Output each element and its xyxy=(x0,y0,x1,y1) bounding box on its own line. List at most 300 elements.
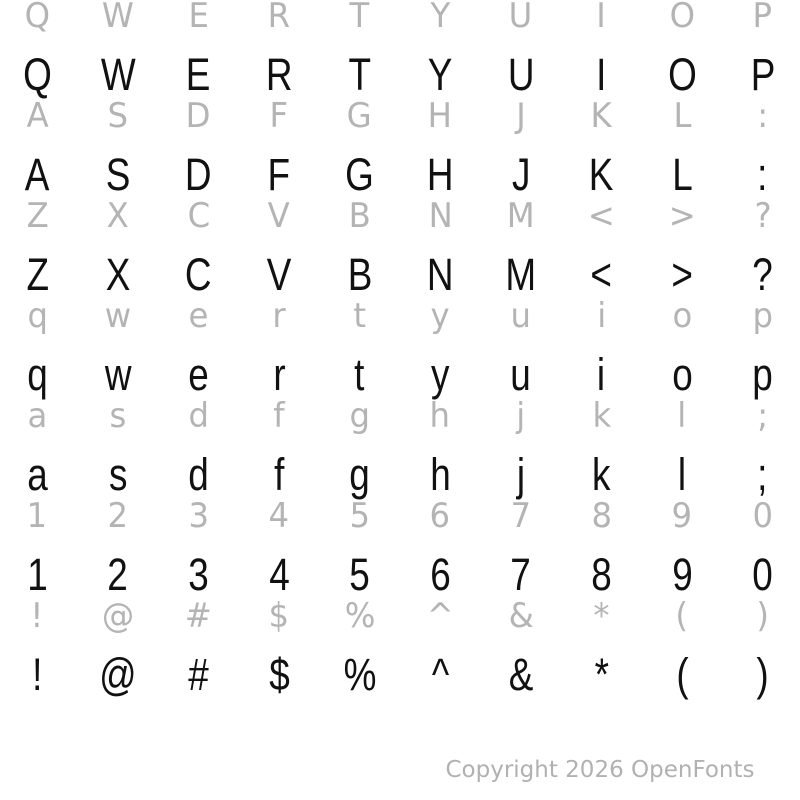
glyph-gray: ! xyxy=(30,596,44,636)
glyph-cell xyxy=(186,351,211,399)
glyph-gray: N xyxy=(428,196,453,236)
glyph-cell xyxy=(591,497,613,535)
glyph-cell xyxy=(429,497,451,535)
glyph-cell xyxy=(24,251,52,299)
glyph-cell xyxy=(348,197,371,235)
glyph-black: F xyxy=(267,149,291,200)
glyph-gray: D xyxy=(186,96,211,136)
glyph-black: L xyxy=(671,149,693,200)
glyph-cell xyxy=(186,551,211,599)
glyph-gray: J xyxy=(516,96,526,136)
glyph-black: # xyxy=(188,649,209,700)
glyph-black: D xyxy=(185,149,212,200)
glyph-black: w xyxy=(104,349,132,400)
glyph-cell xyxy=(30,597,44,635)
glyph-gray: l xyxy=(677,396,687,436)
glyph-gray: g xyxy=(349,396,370,436)
glyph-gray: ? xyxy=(754,196,772,236)
glyph-gray: ) xyxy=(756,596,769,636)
glyph-gray: j xyxy=(516,396,526,436)
glyph-cell xyxy=(424,251,457,299)
glyph-cell xyxy=(430,0,451,35)
glyph-cell xyxy=(349,0,370,35)
glyph-gray: F xyxy=(269,96,289,136)
glyph-cell xyxy=(430,651,451,699)
glyph-band-uppercase-top xyxy=(0,0,800,100)
glyph-gray: t xyxy=(353,296,367,336)
glyph-cell xyxy=(428,551,453,599)
glyph-cell xyxy=(596,351,606,399)
glyph-cell xyxy=(587,197,616,235)
glyph-row-digits-black xyxy=(0,551,800,599)
glyph-cell xyxy=(267,197,290,235)
glyph-cell xyxy=(101,597,135,635)
glyph-cell xyxy=(26,97,49,135)
glyph-black: : xyxy=(757,149,768,200)
glyph-cell xyxy=(187,197,211,235)
glyph-cell xyxy=(267,551,292,599)
glyph-cell xyxy=(516,451,526,499)
glyph-band-uppercase-bottom xyxy=(0,196,800,300)
glyph-row-lowercase-top-black xyxy=(0,351,800,399)
glyph-cell xyxy=(20,51,55,99)
glyph-cell xyxy=(186,451,211,499)
glyph-gray: ; xyxy=(757,396,769,436)
glyph-cell xyxy=(669,0,696,35)
glyph-gray: M xyxy=(506,196,535,236)
glyph-cell xyxy=(97,51,139,99)
glyph-cell xyxy=(669,251,695,299)
glyph-black: h xyxy=(430,449,451,500)
glyph-gray: V xyxy=(268,196,291,236)
glyph-cell xyxy=(671,497,693,535)
glyph-gray: ( xyxy=(675,596,689,636)
glyph-cell xyxy=(590,97,612,135)
glyph-cell xyxy=(268,597,290,635)
glyph-cell xyxy=(668,197,697,235)
glyph-gray: C xyxy=(187,196,210,236)
glyph-gray: W xyxy=(101,0,134,36)
glyph-gray: u xyxy=(510,296,532,336)
glyph-cell xyxy=(346,51,374,99)
glyph-cell xyxy=(590,451,613,499)
glyph-gray: Z xyxy=(26,196,49,236)
glyph-cell xyxy=(340,651,380,699)
glyph-gray: e xyxy=(188,296,209,336)
glyph-gray: f xyxy=(273,396,285,436)
glyph-black: X xyxy=(105,249,131,300)
glyph-cell xyxy=(670,351,695,399)
glyph-gray: d xyxy=(188,396,209,436)
glyph-cell xyxy=(752,497,774,535)
glyph-black: $ xyxy=(268,649,290,700)
glyph-cell xyxy=(508,0,533,35)
glyph-cell xyxy=(593,597,610,635)
glyph-black: ! xyxy=(32,649,43,700)
glyph-black: d xyxy=(188,449,209,500)
glyph-cell xyxy=(752,0,773,35)
glyph-black: ) xyxy=(756,649,769,700)
glyph-cell xyxy=(264,251,294,299)
glyph-cell xyxy=(516,397,525,435)
glyph-cell xyxy=(673,97,692,135)
glyph-cell xyxy=(267,0,291,35)
glyph-gray: T xyxy=(349,0,370,36)
glyph-cell xyxy=(593,651,611,699)
glyph-gray: ^ xyxy=(426,596,454,636)
glyph-cell xyxy=(586,151,616,199)
glyph-gray: % xyxy=(344,596,376,636)
glyph-gray: w xyxy=(104,296,132,336)
glyph-cell xyxy=(346,97,372,135)
glyph-black: R xyxy=(265,49,293,100)
glyph-black: B xyxy=(347,249,372,300)
glyph-cell xyxy=(670,151,695,199)
glyph-cell xyxy=(26,197,49,235)
glyph-row-uppercase-top-black xyxy=(0,51,800,99)
glyph-cell xyxy=(188,397,210,435)
glyph-cell xyxy=(101,0,135,35)
glyph-gray: & xyxy=(508,596,534,636)
glyph-cell xyxy=(182,151,215,199)
glyph-cell xyxy=(188,497,210,535)
glyph-gray: o xyxy=(672,296,692,336)
glyph-gray: $ xyxy=(268,596,290,636)
glyph-cell xyxy=(429,397,451,435)
glyph-black: a xyxy=(27,449,48,500)
glyph-row-uppercase-bottom-black xyxy=(0,251,800,299)
glyph-cell xyxy=(510,297,532,335)
glyph-black: 3 xyxy=(188,549,209,600)
glyph-cell xyxy=(750,551,775,599)
glyph-cell xyxy=(589,551,614,599)
glyph-gray: X xyxy=(106,196,129,236)
glyph-black: l xyxy=(677,449,687,500)
glyph-gray: Y xyxy=(430,0,451,36)
glyph-black: q xyxy=(27,349,48,400)
glyph-cell xyxy=(506,651,536,699)
glyph-cell xyxy=(754,197,772,235)
glyph-black: < xyxy=(590,249,613,300)
glyph-cell xyxy=(508,597,535,635)
glyph-black: 9 xyxy=(671,549,693,600)
glyph-black: ; xyxy=(757,449,768,500)
glyph-cell xyxy=(750,351,775,399)
glyph-cell xyxy=(273,451,286,499)
glyph-cell xyxy=(677,451,687,499)
glyph-black: A xyxy=(24,149,50,200)
glyph-black: 5 xyxy=(349,549,370,600)
glyph-row-uppercase-bottom-gray xyxy=(0,197,800,235)
glyph-gray: G xyxy=(347,96,373,136)
glyph-cell xyxy=(263,51,296,99)
glyph-black: 6 xyxy=(430,549,451,600)
glyph-cell xyxy=(107,451,130,499)
glyph-gray: 0 xyxy=(752,496,773,536)
glyph-black: V xyxy=(266,249,292,300)
glyph-gray: a xyxy=(27,396,48,436)
glyph-cell xyxy=(25,551,50,599)
glyph-black: P xyxy=(750,49,775,100)
glyph-black: & xyxy=(508,649,534,700)
glyph-black: I xyxy=(596,49,607,100)
glyph-cell xyxy=(269,97,289,135)
glyph-cell xyxy=(430,297,450,335)
glyph-cell xyxy=(25,351,50,399)
glyph-black: f xyxy=(273,449,285,500)
glyph-cell xyxy=(508,551,533,599)
glyph-cell xyxy=(675,597,688,635)
glyph-gray: S xyxy=(107,96,129,136)
glyph-cell xyxy=(102,351,135,399)
glyph-cell xyxy=(506,197,535,235)
glyph-gray: Q xyxy=(24,0,51,36)
glyph-black: C xyxy=(185,249,212,300)
glyph-cell xyxy=(677,397,686,435)
glyph-cell xyxy=(109,397,127,435)
glyph-gray: r xyxy=(272,296,286,336)
glyph-gray: h xyxy=(430,396,451,436)
glyph-cell xyxy=(750,251,775,299)
glyph-cell xyxy=(347,551,372,599)
glyph-cell xyxy=(748,51,778,99)
glyph-gray: 2 xyxy=(107,496,129,536)
glyph-cell xyxy=(516,97,526,135)
glyph-cell xyxy=(25,451,50,499)
glyph-black: K xyxy=(589,149,614,200)
glyph-gray: i xyxy=(596,296,606,336)
glyph-cell xyxy=(502,251,540,299)
glyph-cell xyxy=(675,651,690,699)
glyph-row-uppercase-home-black xyxy=(0,151,800,199)
glyph-cell xyxy=(265,151,293,199)
glyph-gray: s xyxy=(109,396,127,436)
glyph-cell xyxy=(342,151,377,199)
glyph-gray: @ xyxy=(101,596,135,636)
glyph-gray: P xyxy=(752,0,773,36)
glyph-cell xyxy=(426,597,455,635)
glyph-gray: K xyxy=(590,96,613,136)
glyph-cell xyxy=(188,0,209,35)
glyph-black: i xyxy=(597,349,606,400)
glyph-black: u xyxy=(510,349,532,400)
glyph-cell xyxy=(106,197,129,235)
glyph-black: @ xyxy=(99,649,137,700)
glyph-black: 4 xyxy=(268,549,290,600)
glyph-cell xyxy=(588,251,614,299)
glyph-cell xyxy=(672,297,693,335)
glyph-cell xyxy=(103,251,133,299)
glyph-row-lowercase-top-gray xyxy=(0,297,800,335)
glyph-cell xyxy=(183,51,213,99)
glyph-gray: : xyxy=(757,96,769,136)
glyph-band-digits xyxy=(0,496,800,600)
glyph-gray: * xyxy=(593,596,610,636)
glyph-gray: R xyxy=(267,0,291,36)
glyph-cell xyxy=(353,297,366,335)
glyph-black: Y xyxy=(427,49,453,100)
glyph-cell xyxy=(268,497,290,535)
glyph-gray: B xyxy=(348,196,371,236)
glyph-cell xyxy=(347,451,372,499)
glyph-black: Z xyxy=(26,249,49,300)
glyph-gray: E xyxy=(188,0,209,36)
glyph-gray: I xyxy=(596,0,607,36)
glyph-black: 8 xyxy=(591,549,612,600)
glyph-gray: > xyxy=(668,196,696,236)
glyph-gray: p xyxy=(752,296,773,336)
glyph-black: 7 xyxy=(510,549,532,600)
glyph-band-uppercase-home xyxy=(0,96,800,200)
glyph-cell xyxy=(424,151,457,199)
glyph-cell xyxy=(31,651,44,699)
glyph-row-uppercase-top-gray xyxy=(0,0,800,35)
glyph-cell xyxy=(22,151,52,199)
glyph-row-uppercase-home-gray xyxy=(0,97,800,135)
glyph-cell xyxy=(272,351,287,399)
glyph-gray: 3 xyxy=(188,496,209,536)
glyph-cell xyxy=(95,651,141,699)
glyph-black: ^ xyxy=(431,649,449,700)
glyph-cell xyxy=(107,497,129,535)
glyph-row-symbols-black xyxy=(0,651,800,699)
glyph-gray: 4 xyxy=(268,496,290,536)
glyph-black: e xyxy=(188,349,209,400)
glyph-cell xyxy=(428,197,453,235)
glyph-cell xyxy=(27,297,49,335)
glyph-black: o xyxy=(671,349,693,400)
glyph-gray: L xyxy=(673,96,692,136)
glyph-cell xyxy=(186,651,211,699)
glyph-cell xyxy=(752,297,774,335)
glyph-cell xyxy=(755,651,770,699)
glyph-cell xyxy=(510,497,532,535)
glyph-gray: 9 xyxy=(671,496,693,536)
glyph-cell xyxy=(670,551,695,599)
glyph-black: p xyxy=(752,349,773,400)
glyph-gray: H xyxy=(428,96,453,136)
glyph-black: k xyxy=(592,449,611,500)
glyph-cell xyxy=(597,297,606,335)
glyph-black: Q xyxy=(22,49,52,100)
glyph-band-lowercase-top xyxy=(0,296,800,400)
glyph-cell xyxy=(103,151,133,199)
glyph-gray: 6 xyxy=(429,496,451,536)
glyph-row-digits-gray xyxy=(0,497,800,535)
glyph-cell xyxy=(757,397,768,435)
glyph-black: M xyxy=(505,249,537,300)
glyph-cell xyxy=(353,351,366,399)
glyph-gray: 1 xyxy=(27,496,48,536)
glyph-black: > xyxy=(671,249,693,300)
glyph-gray: < xyxy=(587,196,615,236)
glyph-black: O xyxy=(667,49,697,100)
copyright-footer: Copyright 2026 OpenFonts xyxy=(445,757,755,783)
glyph-cell xyxy=(24,0,51,35)
glyph-cell xyxy=(428,451,453,499)
glyph-gray: A xyxy=(26,96,49,136)
glyph-cell xyxy=(26,497,48,535)
glyph-cell xyxy=(349,397,371,435)
glyph-row-symbols-gray xyxy=(0,597,800,635)
glyph-cell xyxy=(505,51,538,99)
glyph-cell xyxy=(185,97,211,135)
glyph-cell xyxy=(188,297,209,335)
glyph-cell xyxy=(182,251,215,299)
glyph-black: r xyxy=(272,349,286,400)
glyph-black: U xyxy=(507,49,535,100)
glyph-cell xyxy=(105,551,130,599)
glyph-cell xyxy=(425,51,455,99)
glyph-cell xyxy=(508,351,533,399)
glyph-cell xyxy=(349,497,371,535)
glyph-black: 0 xyxy=(752,549,773,600)
glyph-band-lowercase-home xyxy=(0,396,800,500)
glyph-cell xyxy=(184,597,213,635)
glyph-cell xyxy=(665,51,700,99)
glyph-row-lowercase-home-gray xyxy=(0,397,800,435)
glyph-black: E xyxy=(186,49,211,100)
glyph-cell xyxy=(756,151,769,199)
glyph-black: y xyxy=(431,349,450,400)
glyph-gray: U xyxy=(509,0,533,36)
glyph-gray: y xyxy=(430,296,450,336)
glyph-row-lowercase-home-black xyxy=(0,451,800,499)
glyph-black: j xyxy=(516,449,525,500)
glyph-gray: 5 xyxy=(349,496,370,536)
glyph-gray: q xyxy=(27,296,48,336)
glyph-cell xyxy=(592,397,612,435)
glyph-black: ? xyxy=(752,249,773,300)
glyph-cell xyxy=(104,297,132,335)
glyph-black: N xyxy=(426,249,454,300)
glyph-cell xyxy=(595,51,608,99)
glyph-black: W xyxy=(100,49,136,100)
glyph-black: g xyxy=(349,449,370,500)
glyph-cell xyxy=(107,97,129,135)
glyph-cell xyxy=(427,97,453,135)
glyph-black: J xyxy=(511,149,531,200)
glyph-gray: 8 xyxy=(591,496,612,536)
glyph-black: S xyxy=(105,149,131,200)
glyph-cell xyxy=(757,97,768,135)
glyph-black: t xyxy=(354,349,365,400)
glyph-gray: # xyxy=(184,596,213,636)
glyph-gray: O xyxy=(669,0,695,36)
glyph-cell xyxy=(27,397,48,435)
glyph-cell xyxy=(756,597,769,635)
glyph-black: % xyxy=(343,649,377,700)
glyph-black: s xyxy=(108,449,128,500)
glyph-cell xyxy=(344,597,376,635)
glyph-gray: 7 xyxy=(510,496,532,536)
glyph-black: 2 xyxy=(107,549,129,600)
glyph-black: G xyxy=(345,149,375,200)
glyph-cell xyxy=(273,397,285,435)
glyph-cell xyxy=(345,251,375,299)
glyph-cell xyxy=(429,351,452,399)
glyph-black: 1 xyxy=(27,549,48,600)
glyph-black: * xyxy=(594,649,609,700)
glyph-black: H xyxy=(426,149,454,200)
glyph-cell xyxy=(272,297,286,335)
glyph-cell xyxy=(596,0,606,35)
glyph-cell xyxy=(267,651,292,699)
glyph-gray: k xyxy=(592,396,611,436)
glyph-black: T xyxy=(348,49,371,100)
glyph-black: ( xyxy=(675,649,689,700)
glyph-cell xyxy=(510,151,533,199)
